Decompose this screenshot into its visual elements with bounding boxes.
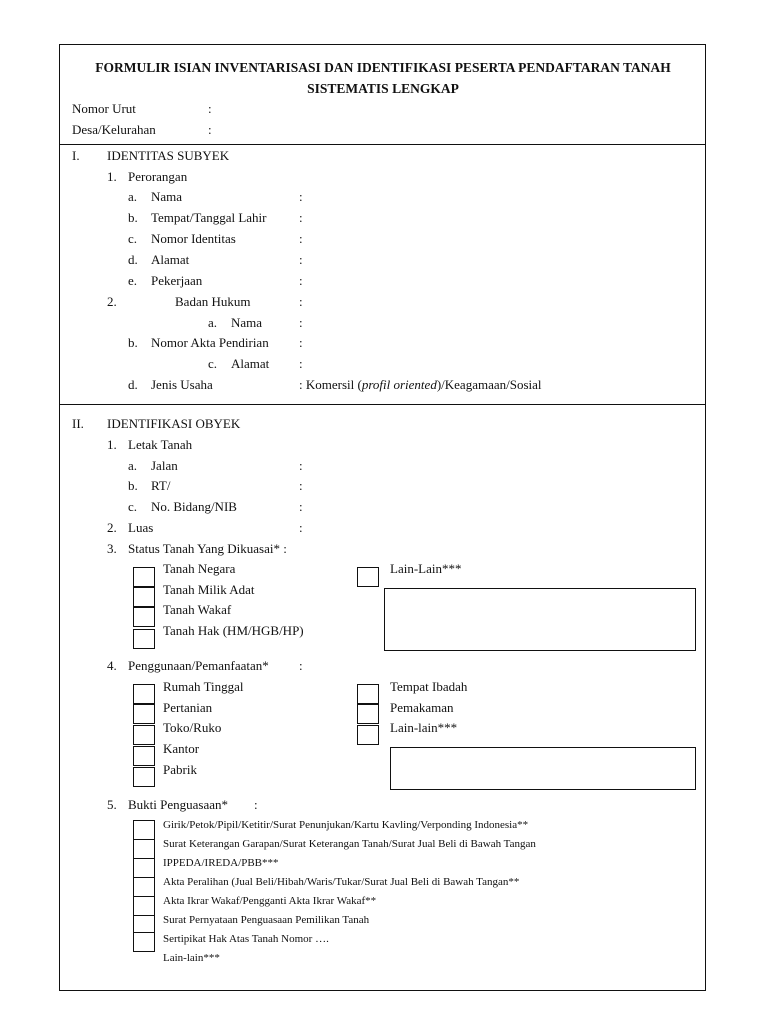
checkbox-bukti-skt[interactable] xyxy=(133,839,155,859)
bukti-label: Bukti Penguasaan* xyxy=(128,797,229,812)
perorangan-label: Perorangan xyxy=(128,169,188,184)
perorangan-nama-label: Nama xyxy=(151,189,183,204)
perorangan-identitas-colon: : xyxy=(299,231,303,246)
option-toko-ruko: Toko/Ruko xyxy=(163,720,222,735)
jenis-usaha-value xyxy=(299,377,542,393)
badan-alamat-letter: c. xyxy=(208,356,218,371)
option-bukti-ippeda: IPPEDA/IREDA/PBB*** xyxy=(163,857,279,869)
checkbox-penggunaan-lain-lain[interactable] xyxy=(357,725,379,745)
letak-number: 1. xyxy=(107,437,117,452)
luas-number: 2. xyxy=(107,520,117,535)
option-bukti-akta-peralihan: Akta Peralihan (Jual Beli/Hibah/Waris/Tukar/Surat Jual Beli di Bawah Tangan** xyxy=(163,876,520,888)
section1-roman: I. xyxy=(72,148,80,163)
option-pemakaman: Pemakaman xyxy=(390,700,454,715)
bukti-number: 5. xyxy=(107,797,117,812)
checkbox-tempat-ibadah[interactable] xyxy=(357,684,379,704)
perorangan-pekerjaan-letter: e. xyxy=(128,273,138,288)
option-rumah-tinggal: Rumah Tinggal xyxy=(163,679,244,694)
badan-hukum-number: 2. xyxy=(107,294,117,309)
option-pertanian: Pertanian xyxy=(163,700,213,715)
luas-colon: : xyxy=(299,520,303,535)
penggunaan-label: Penggunaan/Pemanfaatan* xyxy=(128,658,269,673)
checkbox-bukti-akta-ikrar-wakaf[interactable] xyxy=(133,896,155,916)
luas-label: Luas xyxy=(128,520,154,535)
form-title-line1: FORMULIR ISIAN INVENTARISASI DAN IDENTIFIKASI PESERTA PENDAFTARAN TANAH xyxy=(95,60,671,75)
desa-label: Desa/Kelurahan xyxy=(72,122,156,137)
jenis-usaha-value-pre: : Komersil ( xyxy=(299,377,362,392)
jenis-usaha-value-post: )/Keagamaan/Sosial xyxy=(436,377,542,392)
perorangan-pekerjaan-colon: : xyxy=(299,273,303,288)
penggunaan-colon: : xyxy=(299,658,303,673)
checkbox-rumah-tinggal[interactable] xyxy=(133,684,155,704)
perorangan-nama-letter: a. xyxy=(128,189,138,204)
checkbox-bukti-ippeda[interactable] xyxy=(133,858,155,878)
badan-nama-label: Nama xyxy=(231,315,263,330)
status-label: Status Tanah Yang Dikuasai* : xyxy=(128,541,287,556)
section-divider xyxy=(59,404,706,405)
option-tanah-milik-adat: Tanah Milik Adat xyxy=(163,582,255,597)
jalan-letter: a. xyxy=(128,458,138,473)
option-bukti-lain-lain: Lain-lain*** xyxy=(163,952,220,964)
jalan-colon: : xyxy=(299,458,303,473)
perorangan-alamat-label: Alamat xyxy=(151,252,190,267)
badan-hukum-colon: : xyxy=(299,294,303,309)
nib-colon: : xyxy=(299,499,303,514)
section2-roman: II. xyxy=(72,416,84,431)
status-lain-lain-textbox[interactable] xyxy=(384,588,696,651)
checkbox-bukti-sertipikat[interactable] xyxy=(133,932,155,952)
nomor-urut-colon: : xyxy=(208,101,212,116)
jenis-usaha-label: Jenis Usaha xyxy=(151,377,213,392)
penggunaan-lain-lain-textbox[interactable] xyxy=(390,747,696,790)
badan-alamat-colon: : xyxy=(299,356,303,371)
rt-colon: : xyxy=(299,478,303,493)
jalan-label: Jalan xyxy=(151,458,178,473)
bukti-colon: : xyxy=(254,797,258,812)
option-penggunaan-lain-lain: Lain-lain*** xyxy=(390,720,458,735)
checkbox-status-lain-lain[interactable] xyxy=(357,567,379,587)
checkbox-pemakaman[interactable] xyxy=(357,704,379,724)
option-bukti-girik: Girik/Petok/Pipil/Ketitir/Surat Penunjukan/Kartu Kavling/Verponding Indonesia** xyxy=(163,819,529,831)
nib-label: No. Bidang/NIB xyxy=(151,499,237,514)
option-tanah-hak: Tanah Hak (HM/HGB/HP) xyxy=(163,623,304,638)
checkbox-pertanian[interactable] xyxy=(133,704,155,724)
badan-nama-letter: a. xyxy=(208,315,218,330)
perorangan-ttl-label: Tempat/Tanggal Lahir xyxy=(151,210,267,225)
perorangan-alamat-colon: : xyxy=(299,252,303,267)
perorangan-ttl-colon: : xyxy=(299,210,303,225)
option-bukti-sertipikat: Sertipikat Hak Atas Tanah Nomor …. xyxy=(163,933,329,945)
badan-akta-letter: b. xyxy=(128,335,138,350)
option-bukti-skt: Surat Keterangan Garapan/Surat Keterangan Tanah/Surat Jual Beli di Bawah Tangan xyxy=(163,838,536,850)
checkbox-bukti-akta-peralihan[interactable] xyxy=(133,877,155,897)
letak-label: Letak Tanah xyxy=(128,437,193,452)
badan-akta-colon: : xyxy=(299,335,303,350)
jenis-usaha-letter: d. xyxy=(128,377,138,392)
badan-akta-label: Nomor Akta Pendirian xyxy=(151,335,269,350)
option-tempat-ibadah: Tempat Ibadah xyxy=(390,679,468,694)
form-title-line2: SISTEMATIS LENGKAP xyxy=(307,81,459,96)
option-tanah-negara: Tanah Negara xyxy=(163,561,236,576)
checkbox-tanah-negara[interactable] xyxy=(133,567,155,587)
section2-title: IDENTIFIKASI OBYEK xyxy=(107,416,241,431)
checkbox-bukti-girik[interactable] xyxy=(133,820,155,840)
checkbox-tanah-wakaf[interactable] xyxy=(133,607,155,627)
option-tanah-wakaf: Tanah Wakaf xyxy=(163,602,232,617)
perorangan-alamat-letter: d. xyxy=(128,252,138,267)
nib-letter: c. xyxy=(128,499,138,514)
checkbox-tanah-hak[interactable] xyxy=(133,629,155,649)
option-bukti-akta-ikrar-wakaf: Akta Ikrar Wakaf/Pengganti Akta Ikrar Wakaf** xyxy=(163,895,377,907)
rt-letter: b. xyxy=(128,478,138,493)
desa-colon: : xyxy=(208,122,212,137)
section1-title: IDENTITAS SUBYEK xyxy=(107,148,230,163)
perorangan-pekerjaan-label: Pekerjaan xyxy=(151,273,203,288)
perorangan-number: 1. xyxy=(107,169,117,184)
option-status-lain-lain: Lain-Lain*** xyxy=(390,561,462,576)
checkbox-pabrik[interactable] xyxy=(133,767,155,787)
perorangan-identitas-label: Nomor Identitas xyxy=(151,231,236,246)
perorangan-ttl-letter: b. xyxy=(128,210,138,225)
perorangan-identitas-letter: c. xyxy=(128,231,138,246)
header-divider xyxy=(59,144,706,145)
checkbox-kantor[interactable] xyxy=(133,746,155,766)
badan-nama-colon: : xyxy=(299,315,303,330)
checkbox-tanah-milik-adat[interactable] xyxy=(133,587,155,607)
rt-label: RT/ xyxy=(151,478,171,493)
badan-hukum-label: Badan Hukum xyxy=(175,294,251,309)
option-bukti-surat-pernyataan: Surat Pernyataan Penguasaan Pemilikan Tanah xyxy=(163,914,370,926)
perorangan-nama-colon: : xyxy=(299,189,303,204)
penggunaan-number: 4. xyxy=(107,658,117,673)
jenis-usaha-value-italic: profil oriented xyxy=(361,377,437,392)
checkbox-toko-ruko[interactable] xyxy=(133,725,155,745)
option-pabrik: Pabrik xyxy=(163,762,197,777)
nomor-urut-label: Nomor Urut xyxy=(72,101,136,116)
status-number: 3. xyxy=(107,541,117,556)
badan-alamat-label: Alamat xyxy=(231,356,270,371)
option-kantor: Kantor xyxy=(163,741,200,756)
